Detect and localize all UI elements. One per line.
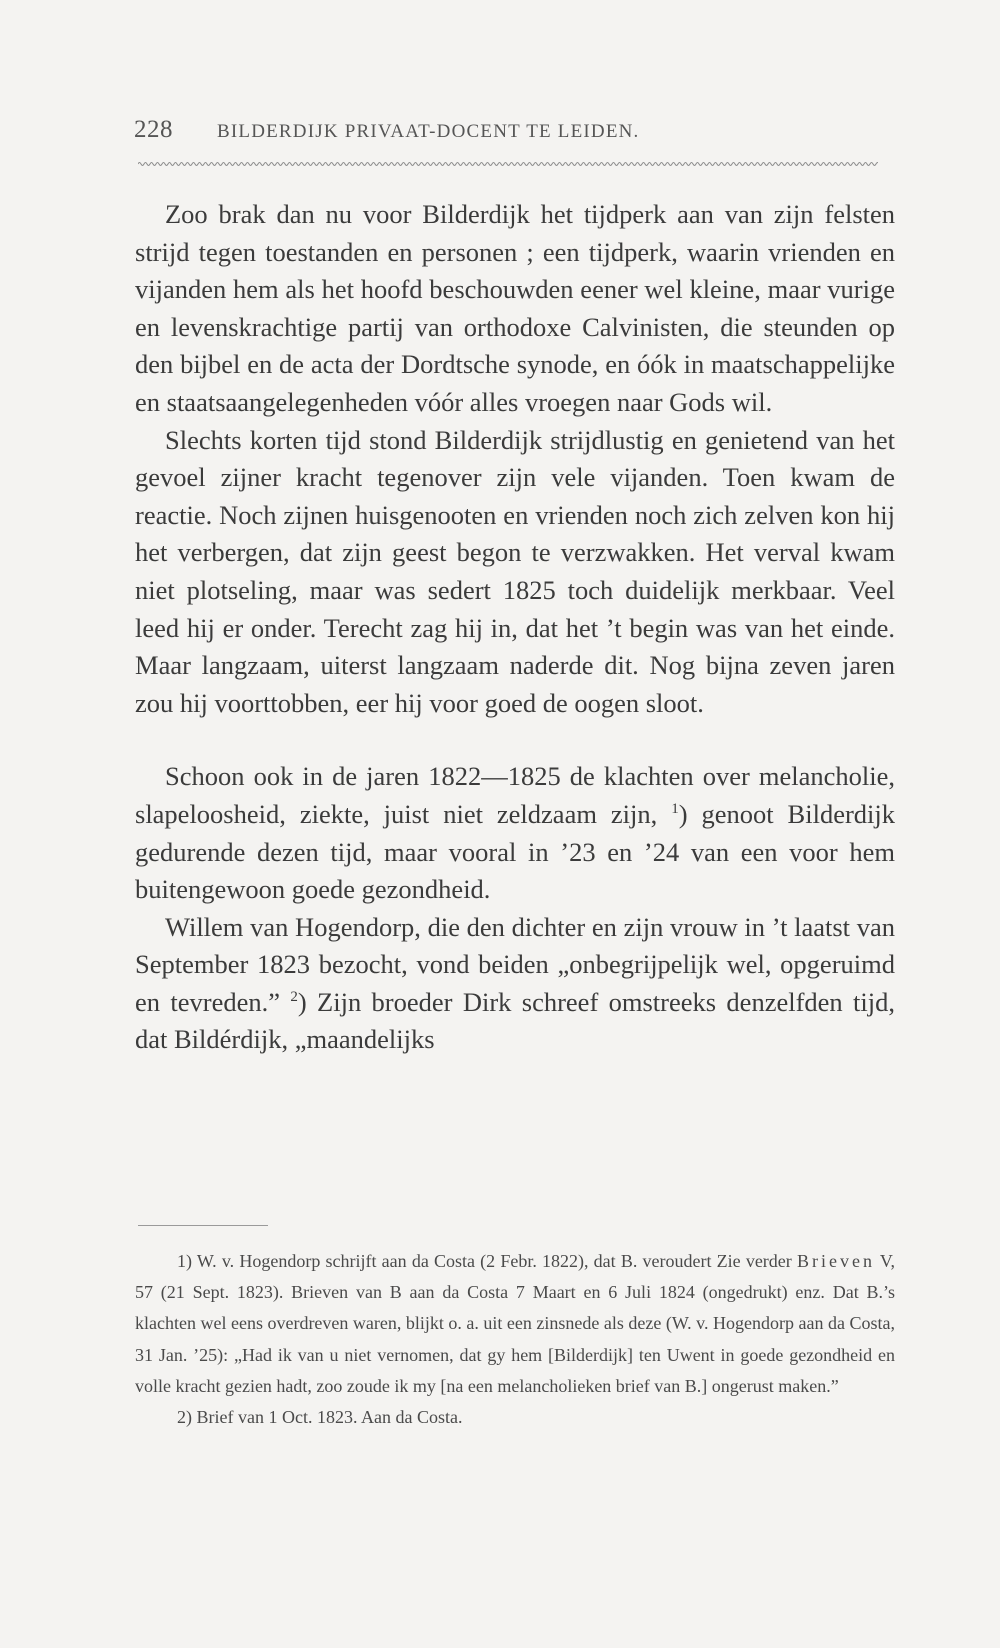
footnote-rule xyxy=(138,1225,268,1226)
running-head: BILDERDIJK PRIVAAT-DOCENT TE LEIDEN. xyxy=(217,121,640,142)
footnote-2: 2) Brief van 1 Oct. 1823. Aan da Costa. xyxy=(177,1407,463,1428)
paragraph-3-text-b: ) genoot Bilderdijk gedurende dezen tijd, maar vooral in ’23 en ’24 van een voor hem buitengewoon goede gezondheid. xyxy=(135,798,896,905)
footnote-1-text-b: V, 57 (21 Sept. 1823). Brieven van B aan da Costa 7 Maart en 6 Juli 1824 (ongedrukt) enz. Dat B.’s klachten wel eens overdreven waren, blijkt o. a. uit een zinsnede als deze (W. v. Hogendorp aan da Costa, 31 Jan. ’25): „Had ik van u niet vernomen, dat gy hem [Bilderdijk] ten Uwent in goede gezondheid en volle kracht gezien hadt, zoo zoude ik my [na een melancholieken brief van B.] ongerust maken.” xyxy=(135,1251,896,1396)
main-text xyxy=(135,196,895,1059)
footnotes xyxy=(135,1246,895,1433)
footnote-1-spaced-title: Brieven xyxy=(796,1251,875,1271)
footnote-ref-2: 2 xyxy=(290,989,298,1006)
page-number: 228 xyxy=(134,116,173,143)
paragraph-3 xyxy=(135,758,895,908)
page-header xyxy=(134,116,894,144)
paragraph-3-text-a: Schoon ook in de jaren 1822—1825 de klachten over melancholie, slapeloosheid, ziekte, juist niet zeldzaam zijn, xyxy=(135,761,895,829)
footnote-ref-1: 1 xyxy=(671,801,679,818)
footnote-1-text-a: 1) W. v. Hogendorp schrijft aan da Costa (2 Febr. 1822), dat B. veroudert Zie verder xyxy=(177,1251,792,1271)
paragraph-4 xyxy=(135,909,895,1059)
paragraph-4-text-a: Willem van Hogendorp, die den dichter en zijn vrouw in ’t laatst van September 1823 bezocht, vond beiden „onbegrijpelijk wel, opgeruimd en tevreden.” xyxy=(135,911,895,1017)
footnote-1 xyxy=(135,1246,895,1402)
paragraph-1: Zoo brak dan nu voor Bilderdijk het tijdperk aan van zijn felsten strijd tegen toestanden en personen ; een tijdperk, waarin vrienden en vijanden hem als het hoofd beschouwden eener wel kleine, maar vurige en levenskrachtige partij van orthodoxe Calvinisten, die steunden op den bijbel en de acta der Dordtsche synode, en óók in maatschappelijke en staatsaangelegenheden vóór alles vroegen naar Gods wil. xyxy=(135,199,895,417)
paragraph-4-text-b: ) Zijn broeder Dirk schreef omstreeks denzelfden tijd, dat Bildérdijk, „maandelijks xyxy=(135,986,895,1055)
paragraph-2: Slechts korten tijd stond Bilderdijk strijdlustig en genietend van het gevoel zijner kracht tegenover zijn vele vijanden. Toen kwam de reactie. Noch zijnen huisgenooten en vrienden noch zich zelven kon hij het verbergen, dat zijn geest begon te verzwakken. Het verval kwam niet plotseling, maar was sedert 1825 toch duidelijk merkbaar. Veel leed hij er onder. Terecht zag hij in, dat het ’t begin was van het einde. Maar langzaam, uiterst langzaam naderde dit. Nog bijna zeven jaren zou hij voorttobben, eer hij voor goed de oogen sloot. xyxy=(135,424,895,718)
wavy-header-rule xyxy=(138,160,878,168)
